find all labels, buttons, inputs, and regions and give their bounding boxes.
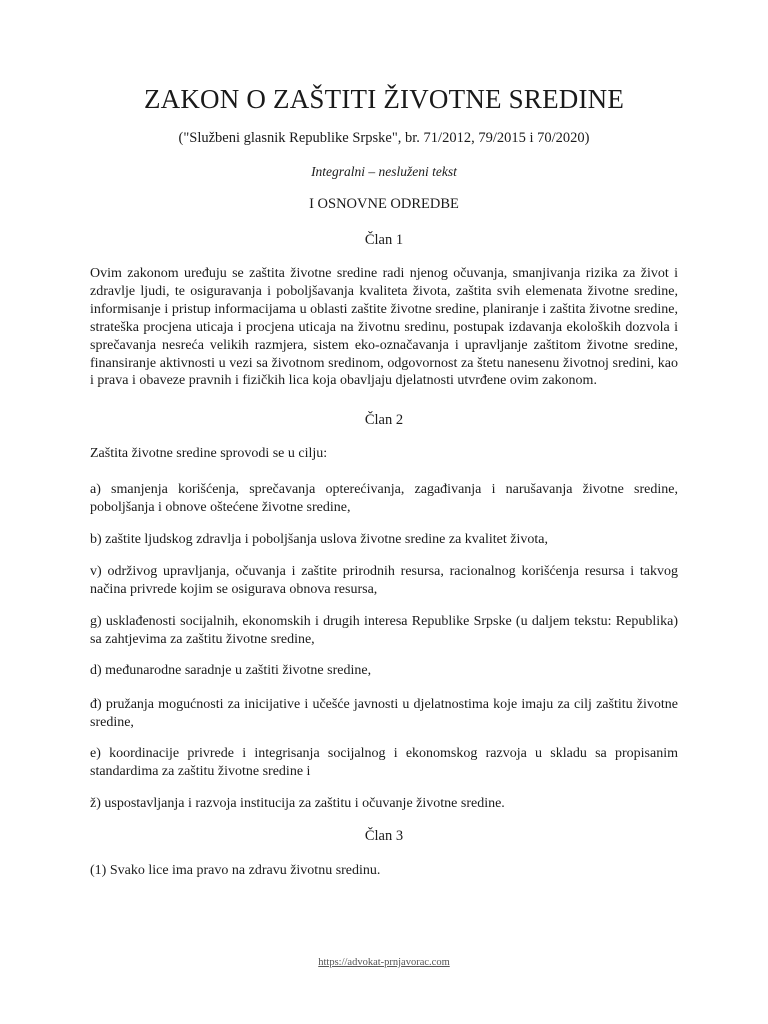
gazette-reference: ("Službeni glasnik Republike Srpske", br. 71/2012, 79/2015 i 70/2020) xyxy=(178,130,590,146)
article-3-heading: Član 3 xyxy=(364,828,404,844)
chapter-heading: I OSNOVNE ODREDBE xyxy=(309,196,459,212)
law-title: ZAKON O ZAŠTITI ŽIVOTNE SREDINE xyxy=(143,84,625,114)
article-2-heading: Član 2 xyxy=(364,412,404,428)
article-2-item-e: e) koordinacije privrede i integrisanja socijalnog i ekonomskog razvoja u skladu sa propisanim standardima za zaštitu životne sredine i xyxy=(90,746,678,779)
article-2-item-dj: đ) pružanja mogućnosti za inicijative i učešće javnosti u djelatnostima koje imaju za cilj zaštitu životne sredine, xyxy=(90,697,678,730)
article-1-text: Ovim zakonom uređuju se zaštita životne sredine radi njenog očuvanja, smanjivanja rizika za život i zdravlje ljudi, te osiguravanja i poboljšavanja kvaliteta života, zaštita svih elemenata životne sredine, informisanje i pristup informacijama u oblasti zaštite životne sredine, planiranje i zaštita životne sredine, strateška procjena uticaja i procjena uticaja na životnu sredinu, postupak izdavanja ekoloških dozvola i sprečavanja nesreća velikih razmjera, sistem eko-označavanja i upravljanje zaštitom životne sredine, finansiranje aktivnosti u vezi sa životnom sredinom, odgovornost za štetu nanesenu životnoj sredini, kao i prava i obaveze pravnih i fizičkih lica koja obavljaju djelatnosti utvrđene ovim zakonom. xyxy=(90,266,678,389)
article-2-item-v: v) održivog upravljanja, očuvanja i zaštite prirodnih resursa, racionalnog korišćenja resursa i takvog načina privrede kojim se osigurava obnova resursa, xyxy=(90,564,678,597)
article-2-item-g: g) usklađenosti socijalnih, ekonomskih i drugih interesa Republike Srpske (u daljem tekstu: Republika) sa zahtjevima za zaštitu životne sredine, xyxy=(90,614,678,647)
footer-link[interactable]: https://advokat-prnjavorac.com xyxy=(318,957,450,968)
article-2-item-zh: ž) uspostavljanja i razvoja institucija za zaštitu i očuvanje životne sredine. xyxy=(90,796,505,811)
article-3-paragraph-1: (1) Svako lice ima pravo na zdravu životnu sredinu. xyxy=(90,863,381,878)
article-2-item-a: a) smanjenja korišćenja, sprečavanja opterećivanja, zagađivanja i narušavanja životne sredine, poboljšanja i obnove oštećene životne sredine, xyxy=(90,482,678,515)
article-2-item-d: d) međunarodne saradnje u zaštiti životne sredine, xyxy=(90,663,372,678)
article-1-heading: Član 1 xyxy=(364,232,404,248)
article-2-item-b: b) zaštite ljudskog zdravlja i poboljšanja uslova životne sredine za kvalitet života, xyxy=(90,532,548,547)
integral-text-note: Integralni – nesluženi tekst xyxy=(311,164,457,179)
article-2-intro: Zaštita životne sredine sprovodi se u cilju: xyxy=(90,446,328,461)
